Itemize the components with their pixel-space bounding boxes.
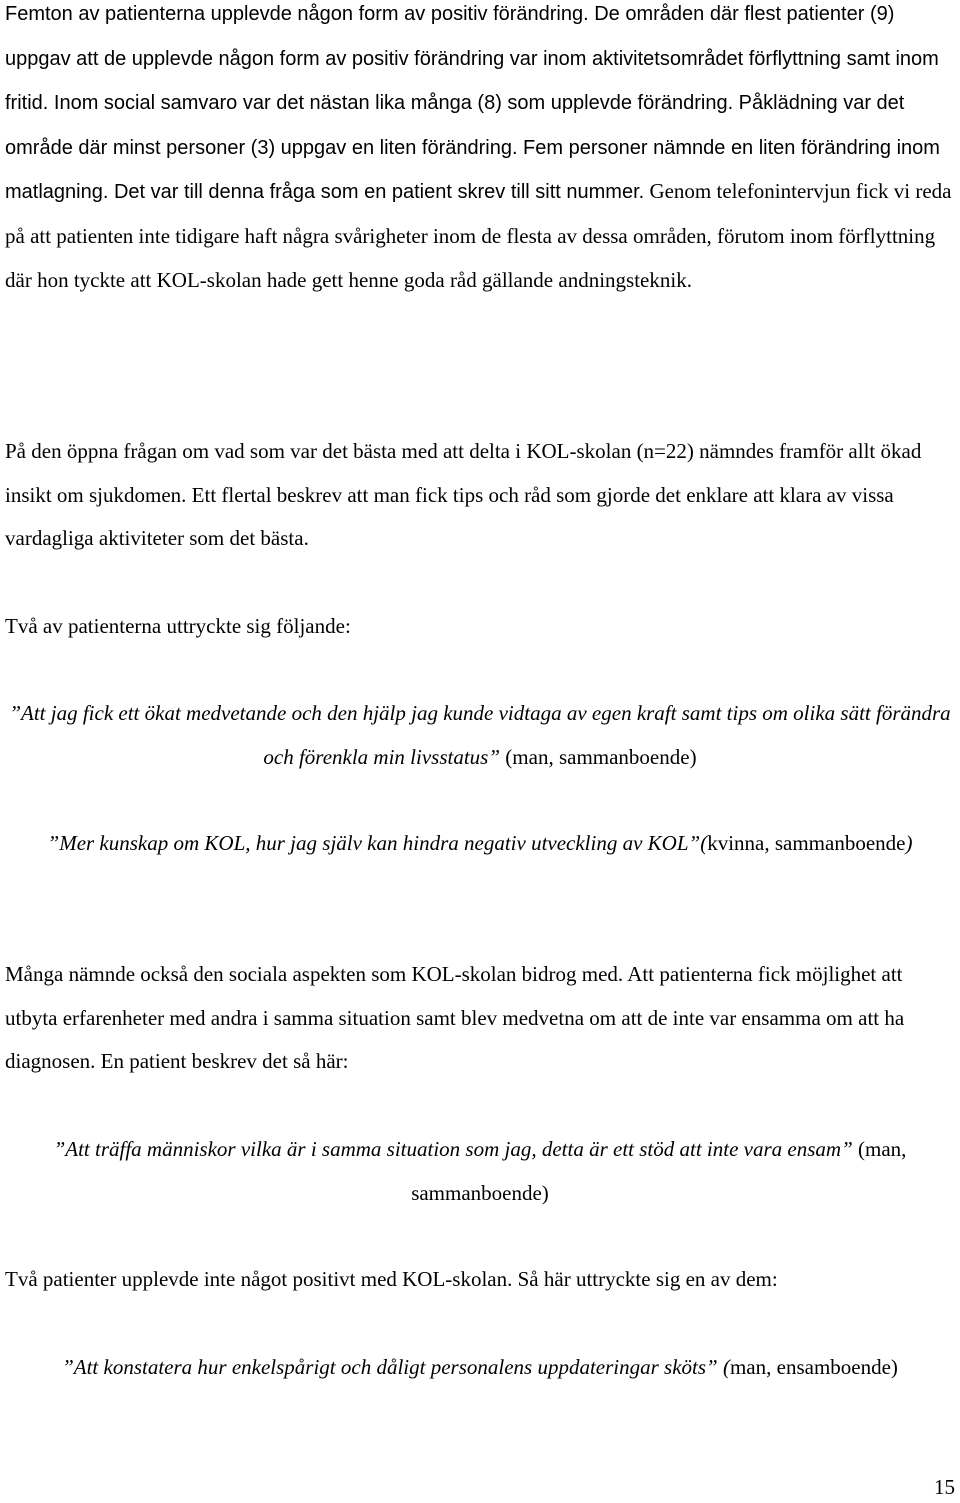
paragraph-social-aspect (5, 953, 955, 1084)
paragraph-two-patients (5, 605, 955, 649)
quote-4-attribution: man, ensamboende) (729, 1355, 898, 1379)
quote-1-attribution: (man, sammanboende) (500, 744, 697, 769)
quote-3 (5, 1128, 955, 1215)
paragraph-positive-change-arial: Femton av patienterna upplevde någon form av positiv förändring. De områden där flest patienter (9) uppgav att de upplevde någon form av positiv förändring var inom aktivitetsområdet förflyttning samt inom fritid. Inom social samvaro var det nästan lika många (8) som upplevde förändring. Påklädning var det område där minst personer (3) uppgav en liten förändring. Fem personer nämnde en liten förändring inom matlagning. Det var till denna fråga som en patient skrev till sitt nummer. (5, 3, 940, 204)
paragraph-nothing-positive (5, 1258, 955, 1302)
page-number: 15 (934, 1475, 955, 1499)
quote-3-attribution: (man, sammanboende) (411, 1137, 907, 1205)
quote-3-text: ”Att träffa människor vilka är i samma situation som jag, detta är ett stöd att inte vara ensam” (53, 1137, 853, 1161)
paragraph-positive-change (5, 0, 955, 302)
quote-2 (5, 822, 955, 866)
quote-4-text: ”Att konstatera hur enkelspårigt och dåligt personalens uppdateringar sköts” ( (62, 1355, 730, 1379)
paragraph-two-patients-text: Två av patienterna uttryckte sig följande: (5, 614, 351, 638)
paragraph-best-part (5, 430, 955, 561)
quote-4 (5, 1346, 955, 1390)
quote-1-text: ”Att jag fick ett ökat medvetande och den hjälp jag kunde vidtaga av egen kraft samt tips om olika sätt förändra och förenkla min livsstatus” (9, 701, 951, 769)
paragraph-social-aspect-text: Många nämnde också den sociala aspekten som KOL-skolan bidrog med. Att patienterna fick möjlighet att utbyta erfarenheter med andra i samma situation samt blev medvetna om att de inte var ensamma om att ha diagnosen. En patient beskrev det så här: (5, 962, 905, 1074)
quote-2-text: ”Mer kunskap om KOL, hur jag själv kan hindra negativ utveckling av KOL”( (47, 831, 708, 855)
paragraph-best-part-text: På den öppna frågan om vad som var det bästa med att delta i KOL-skolan (n=22) nämndes framför allt ökad insikt om sjukdomen. Ett flertal beskrev att man fick tips och råd som gjorde det enklare att klara av vissa vardagliga aktiviteter som det bästa. (5, 439, 922, 551)
paragraph-positive-change-serif: Genom telefonintervjun fick vi reda på att patienten inte tidigare haft några svårigheter inom de flesta av dessa områden, förutom inom förflyttning där hon tyckte att KOL-skolan hade gett henne goda råd gällande andningsteknik. (5, 179, 952, 292)
paragraph-nothing-positive-text: Två patienter upplevde inte något positivt med KOL-skolan. Så här uttryckte sig en av dem: (5, 1267, 778, 1291)
quote-2-attribution: kvinna, sammanboende (707, 831, 906, 855)
quote-1 (5, 692, 955, 779)
quote-2-closing: ) (905, 831, 913, 855)
